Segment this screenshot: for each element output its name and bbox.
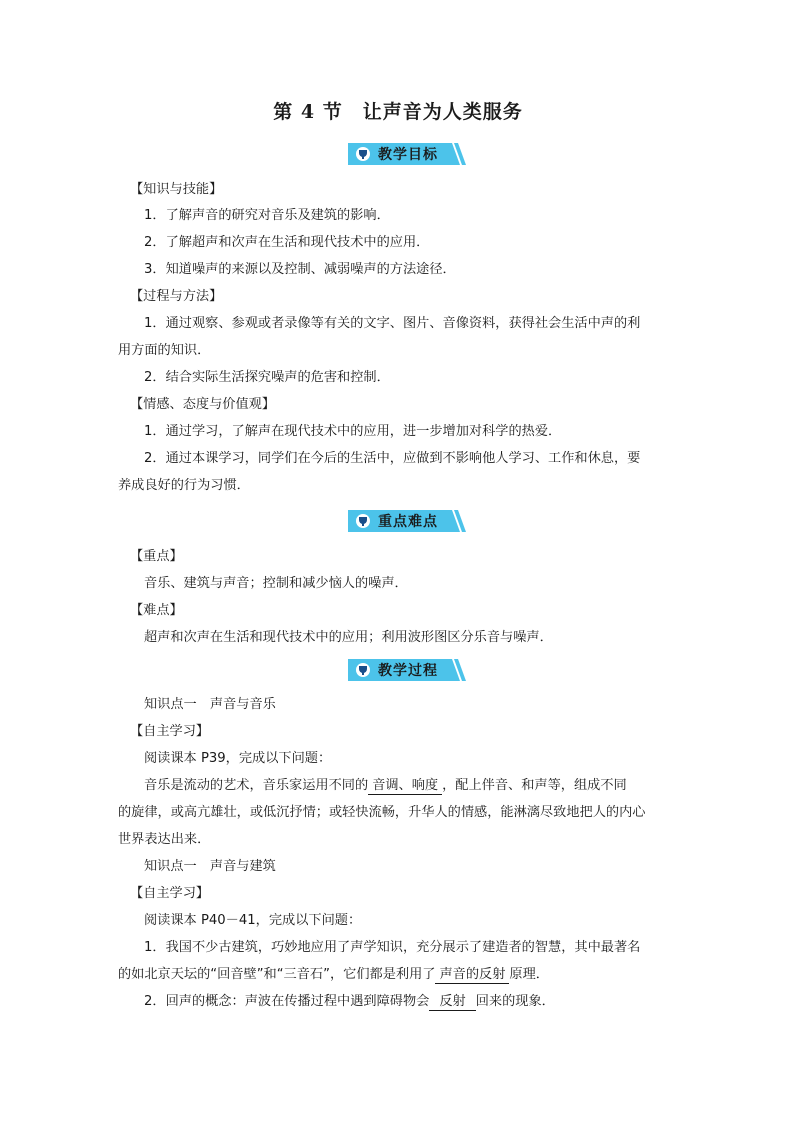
heading-emotion: 【情感、态度与价值观】	[130, 397, 276, 412]
difficult-text: 超声和次声在生活和现代技术中的应用；利用波形图区分乐音与噪声．	[144, 630, 553, 645]
kp1-read: 阅读课本 P39，完成以下问题：	[144, 751, 332, 766]
heading-difficult: 【难点】	[130, 603, 183, 618]
kp1-self-study: 【自主学习】	[130, 724, 210, 739]
badge-label: 教学目标	[378, 147, 438, 163]
goal-p1a: 1．通过观察、参观或者录像等有关的文字、图片、音像资料，获得社会生活中声的利	[144, 316, 641, 331]
text-segment: ，配上伴音、和声等，组成不同	[442, 778, 627, 793]
kp2-q1-line1: 1．我国不少古建筑，巧妙地应用了声学知识，充分展示了建造者的智慧，其中最著名	[144, 940, 641, 955]
kp2-q2	[118, 993, 704, 1011]
goal-e2b: 养成良好的行为习惯．	[118, 478, 250, 493]
heading-process-method: 【过程与方法】	[130, 289, 223, 304]
kp2-q1-line2	[118, 966, 678, 984]
page-title: 第 4 节 让声音为人类服务	[273, 101, 523, 123]
kp2-self-study: 【自主学习】	[130, 886, 210, 901]
kp2-read: 阅读课本 P40－41，完成以下问题：	[144, 913, 362, 928]
section-badge-process	[348, 657, 466, 683]
goal-e2a: 2．通过本课学习，同学们在今后的生活中，应做到不影响他人学习、工作和休息，要	[144, 451, 641, 466]
section-badge-goals	[348, 141, 466, 167]
heading-key: 【重点】	[130, 549, 183, 564]
answer-blank: 声音的反射	[435, 967, 509, 984]
kp2-title: 知识点一 声音与建筑	[144, 859, 276, 874]
kp1-title: 知识点一 声音与音乐	[144, 697, 276, 712]
answer-blank: 反射	[429, 994, 475, 1011]
text-segment: 2．回声的概念：声波在传播过程中遇到障碍物会	[144, 994, 430, 1009]
goal-e1: 1．通过学习，了解声在现代技术中的应用，进一步增加对科学的热爱．	[144, 424, 562, 439]
goal-p1b: 用方面的知识．	[118, 343, 211, 358]
kp1-question-line2: 的旋律，或高亢雄壮，或低沉抒情；或轻快流畅，升华人的情感，能淋漓尽致地把人的内心	[118, 805, 646, 820]
goal-k3: 3．知道噪声的来源以及控制、减弱噪声的方法途径．	[144, 262, 456, 277]
goal-k1: 1．了解声音的研究对音乐及建筑的影响．	[144, 208, 390, 223]
text-segment: 音乐是流动的艺术，音乐家运用不同的	[144, 778, 369, 793]
text-segment: 原理．	[509, 967, 549, 982]
key-text: 音乐、建筑与声音；控制和减少恼人的噪声．	[144, 576, 408, 591]
kp1-question-line3: 世界表达出来．	[118, 832, 211, 847]
goal-p2: 2．结合实际生活探究噪声的危害和控制．	[144, 370, 390, 385]
heading-knowledge: 【知识与技能】	[130, 182, 223, 197]
section-badge-keypoints	[348, 508, 466, 534]
answer-blank: 音调、响度	[368, 778, 442, 795]
text-segment: 回来的现象．	[475, 994, 555, 1009]
goal-k2: 2．了解超声和次声在生活和现代技术中的应用．	[144, 235, 430, 250]
kp1-question-line1	[118, 777, 704, 795]
badge-label: 重点难点	[378, 514, 438, 530]
badge-label: 教学过程	[378, 663, 438, 679]
text-segment: 的如北京天坛的“回音壁”和“三音石”，它们都是利用了	[118, 967, 436, 982]
